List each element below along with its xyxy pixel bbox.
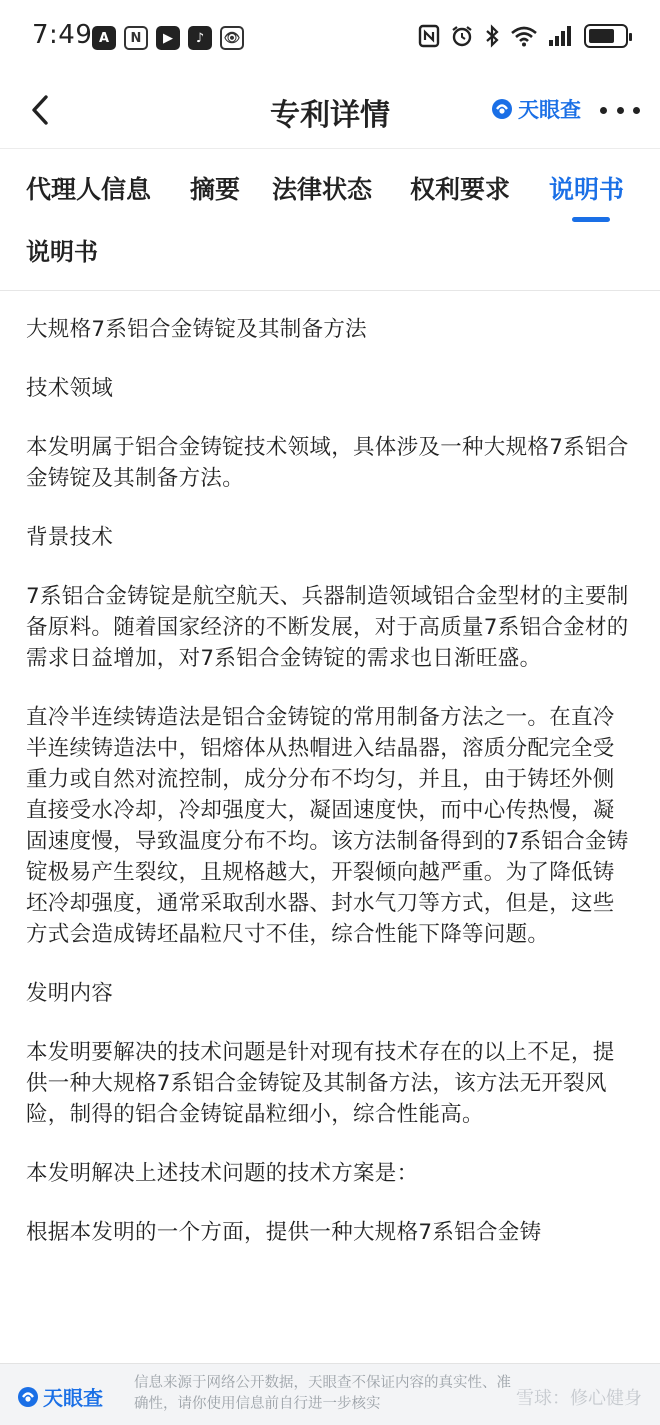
footer-brand	[16, 1382, 103, 1411]
tab-abstract[interactable]: 摘要	[190, 175, 241, 204]
more-icon[interactable]	[600, 96, 640, 124]
battery-icon	[584, 24, 628, 48]
brand-logo	[490, 94, 581, 124]
tab-claims[interactable]: 权利要求	[410, 175, 511, 204]
app-notification-icon: A	[92, 26, 116, 50]
header-divider	[0, 148, 660, 149]
active-tab-indicator	[572, 217, 610, 222]
tianyancha-logo-icon	[490, 97, 514, 121]
content-paragraph: 根据本发明的一个方面，提供一种大规格7系铝合金铸	[26, 1220, 542, 1245]
content-paragraph: 本发明要解决的技术问题是针对现有技术存在的以上不足，提供一种大规格7系铝合金铸锭及其制备方法，该方法无开裂风险，制得的铝合金铸锭晶粒细小，综合性能高。	[26, 1040, 615, 1127]
alarm-icon	[450, 24, 474, 48]
tab-legal-status[interactable]: 法律状态	[272, 175, 373, 204]
tianyancha-logo-icon	[16, 1385, 40, 1409]
section-divider	[0, 290, 660, 291]
app-notification-icon: N	[124, 26, 148, 50]
section-title: 说明书	[26, 238, 98, 266]
watermark: 雪球：修心健身	[516, 1388, 642, 1409]
content-paragraph: 7系铝合金铸锭是航空航天、兵器制造领域铝合金型材的主要制备原料。随着国家经济的不断发展，对于高质量7系铝合金材的需求日益增加，对7系铝合金铸锭的需求也日渐旺盛。	[26, 584, 629, 671]
tab-bar	[0, 160, 660, 230]
tab-agent-info[interactable]: 代理人信息	[26, 175, 152, 204]
content-heading: 发明内容	[26, 981, 114, 1006]
content-heading: 背景技术	[26, 525, 114, 550]
app-header	[0, 76, 660, 148]
footer-brand-name: 天眼查	[43, 1386, 103, 1410]
content-paragraph: 大规格7系铝合金铸锭及其制备方法	[26, 317, 367, 342]
notification-icons	[92, 26, 244, 50]
status-bar	[0, 0, 660, 76]
content-heading: 技术领域	[26, 376, 114, 401]
page-title: 专利详情	[270, 98, 390, 133]
bluetooth-icon	[484, 24, 500, 48]
disclaimer-footer	[0, 1363, 660, 1425]
tab-description[interactable]: 说明书	[549, 175, 625, 204]
app-notification-icon: ♪	[188, 26, 212, 50]
app-notification-icon: ▶	[156, 26, 180, 50]
app-notification-icon: 👁	[220, 26, 244, 50]
wifi-icon	[510, 25, 538, 47]
signal-icon	[548, 25, 574, 47]
description-content	[26, 314, 632, 1276]
content-paragraph: 直冷半连续铸造法是铝合金铸锭的常用制备方法之一。在直冷半连续铸造法中，铝熔体从热帽进入结晶器，溶质分配完全受重力或自然对流控制，成分分布不均匀，并且，由于铸坯外侧直接受水冷却，冷却强度大，凝固速度快，而中心传热慢，凝固速度慢，导致温度分布不均。该方法制备得到的7系铝合金铸锭极易产生裂纹，且规格越大，开裂倾向越严重。为了降低铸坯冷却强度，通常采取刮水器、封水气刀等方式，但是，这些方式会造成铸坯晶粒尺寸不佳，综合性能下降等问题。	[26, 705, 629, 947]
status-time: 7:49	[32, 20, 93, 50]
disclaimer-text: 信息来源于网络公开数据，天眼查不保证内容的真实性、准确性，请你使用信息前自行进一步核实	[134, 1375, 511, 1412]
brand-name: 天眼查	[518, 98, 581, 122]
content-paragraph: 本发明解决上述技术问题的技术方案是：	[26, 1161, 419, 1186]
content-paragraph: 本发明属于铝合金铸锭技术领域，具体涉及一种大规格7系铝合金铸锭及其制备方法。	[26, 435, 629, 491]
system-icons	[418, 24, 628, 48]
nfc-icon	[418, 24, 440, 48]
